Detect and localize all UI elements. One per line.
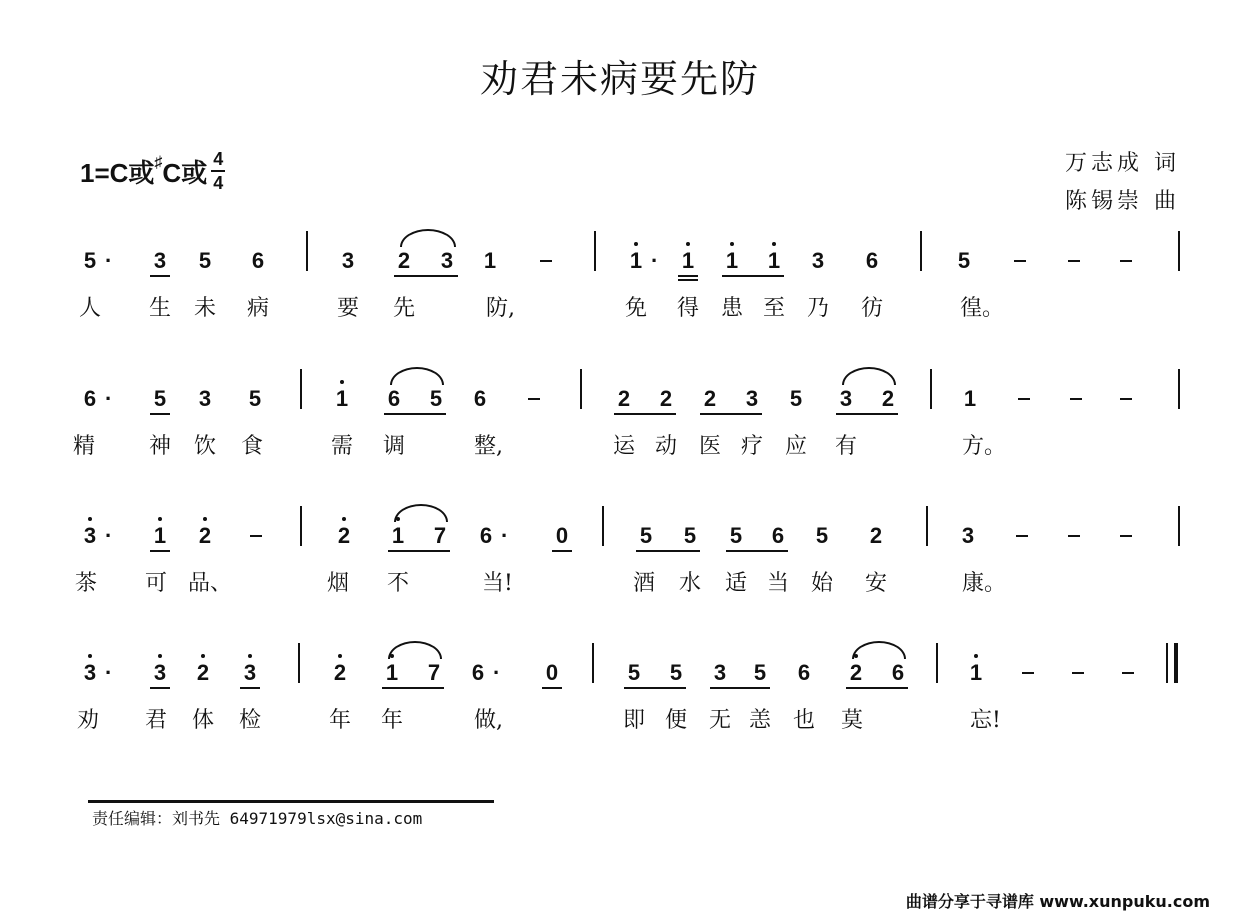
augmentation-dot: ·	[501, 523, 509, 548]
lyric-char: 当!	[482, 571, 513, 596]
octave-dot	[158, 517, 162, 521]
eighth-underline	[552, 550, 572, 552]
eighth-underline	[240, 687, 260, 689]
eighth-underline	[846, 687, 908, 689]
augmentation-dot: ·	[651, 248, 659, 273]
note: 3	[440, 248, 454, 273]
key-signature	[80, 150, 225, 192]
composer-credit: 陈锡崇 曲	[1065, 189, 1180, 214]
eighth-underline	[382, 687, 444, 689]
note: 3	[745, 386, 759, 411]
note: 2	[195, 522, 215, 550]
lyric-char: 至	[762, 296, 785, 321]
lyric-char: 也	[792, 708, 815, 733]
bar-line	[300, 506, 302, 546]
note: 6	[473, 386, 487, 411]
note: 2	[330, 659, 350, 687]
note: 5	[753, 660, 767, 685]
note: 2	[397, 248, 411, 273]
note: 6	[387, 386, 401, 411]
note: 6	[471, 660, 485, 685]
octave-dot	[203, 517, 207, 521]
time-signature-line	[211, 170, 225, 172]
lyric-char: 无	[708, 708, 731, 733]
note: 1	[678, 247, 698, 275]
eighth-underline	[150, 275, 170, 277]
lyric-char: 防,	[486, 296, 515, 321]
lyric-char: 适	[724, 571, 747, 596]
score-row-1	[0, 247, 1240, 357]
note: 5	[815, 523, 829, 548]
note: 5	[627, 660, 641, 685]
note: 3	[713, 660, 727, 685]
note: 5	[83, 248, 97, 273]
lyric-char: 水	[678, 571, 701, 596]
octave-dot	[730, 242, 734, 246]
lyric-char: 始	[810, 571, 833, 596]
note: 1	[382, 659, 402, 687]
octave-dot	[974, 654, 978, 658]
octave-dot	[772, 242, 776, 246]
note: 1	[966, 659, 986, 687]
sustain-dash	[528, 398, 540, 400]
note: 6	[83, 386, 97, 411]
sustain-dash	[1018, 398, 1030, 400]
sustain-dash	[1070, 398, 1082, 400]
octave-dot	[88, 654, 92, 658]
sharp-sign: ♯	[154, 154, 163, 171]
lyric-char: 便	[664, 708, 687, 733]
octave-dot	[634, 242, 638, 246]
lyric-char: 年	[328, 708, 351, 733]
bar-line	[592, 643, 594, 683]
note: 1	[764, 247, 784, 275]
bar-line	[920, 231, 922, 271]
note: 3	[240, 659, 260, 687]
footer-divider	[88, 800, 494, 803]
sustain-dash	[1014, 260, 1026, 262]
lyric-char: 乃	[806, 296, 829, 321]
lyric-char: 要	[336, 296, 359, 321]
eighth-underline	[700, 413, 762, 415]
eighth-underline	[722, 275, 784, 277]
octave-dot	[248, 654, 252, 658]
lyric-char: 彷	[860, 296, 883, 321]
lyric-char: 酒	[632, 571, 655, 596]
lyric-char: 康。	[962, 571, 1007, 596]
octave-dot	[88, 517, 92, 521]
slur	[394, 504, 448, 522]
note: 2	[846, 659, 866, 687]
slur	[842, 367, 896, 385]
note: 3	[150, 659, 170, 687]
note: 2	[869, 523, 883, 548]
note: 0	[545, 660, 559, 685]
time-signature	[211, 150, 225, 192]
note: 3	[80, 522, 100, 550]
eighth-underline	[614, 413, 676, 415]
lyric-char: 劝	[76, 708, 99, 733]
slur	[388, 641, 442, 659]
eighth-underline	[150, 550, 170, 552]
lyric-char: 体	[191, 708, 214, 733]
bar-line	[580, 369, 582, 409]
bar-line	[298, 643, 300, 683]
note: 1	[150, 522, 170, 550]
lyric-char: 当	[766, 571, 789, 596]
note: 3	[341, 248, 355, 273]
lyric-char: 得	[676, 296, 699, 321]
note: 7	[427, 660, 441, 685]
lyric-char: 未	[193, 296, 216, 321]
note: 2	[881, 386, 895, 411]
note: 3	[839, 386, 853, 411]
note: 2	[193, 659, 213, 687]
bar-line	[1178, 369, 1180, 409]
note: 6	[251, 248, 265, 273]
augmentation-dot: ·	[105, 386, 113, 411]
note: 2	[703, 386, 717, 411]
score-row-2	[0, 385, 1240, 495]
eighth-underline	[726, 550, 788, 552]
site-watermark: 曲谱分享于寻谱库 www.xunpuku.com	[905, 892, 1210, 911]
score-title: 劝君未病要先防	[479, 57, 760, 101]
lyric-char: 饮	[193, 434, 216, 459]
lyric-char: 医	[698, 434, 721, 459]
note: 5	[729, 523, 743, 548]
note: 5	[957, 248, 971, 273]
lyric-char: 病	[246, 296, 269, 321]
lyric-char: 可	[144, 571, 167, 596]
lyric-char: 人	[78, 296, 101, 321]
note: 1	[722, 247, 742, 275]
note: 1	[963, 386, 977, 411]
lyric-char: 先	[392, 296, 415, 321]
note: 6	[891, 660, 905, 685]
note: 0	[555, 523, 569, 548]
octave-dot	[158, 654, 162, 658]
bar-line	[300, 369, 302, 409]
score-row-3	[0, 522, 1240, 632]
lyric-char: 食	[240, 434, 263, 459]
eighth-underline	[394, 275, 458, 277]
lyric-char: 忘!	[970, 708, 1001, 733]
bar-line	[1178, 506, 1180, 546]
note: 1	[332, 385, 352, 413]
lyric-char: 动	[654, 434, 677, 459]
eighth-underline	[388, 550, 450, 552]
note: 3	[153, 248, 167, 273]
note: 5	[248, 386, 262, 411]
note: 2	[617, 386, 631, 411]
eighth-underline	[384, 413, 446, 415]
note: 5	[669, 660, 683, 685]
eighth-underline	[624, 687, 686, 689]
bar-line	[926, 506, 928, 546]
lyric-char: 生	[148, 296, 171, 321]
lyric-char: 年	[380, 708, 403, 733]
bar-line	[594, 231, 596, 271]
sustain-dash	[1120, 260, 1132, 262]
note: 5	[198, 248, 212, 273]
augmentation-dot: ·	[105, 660, 113, 685]
bar-line	[1178, 231, 1180, 271]
lyric-char: 调	[382, 434, 405, 459]
note: 1	[626, 247, 646, 275]
sustain-dash	[1072, 672, 1084, 674]
eighth-underline	[636, 550, 700, 552]
bar-line	[930, 369, 932, 409]
lyric-char: 茶	[74, 571, 97, 596]
key-suffix: C或	[162, 157, 208, 188]
lyric-char: 应	[784, 434, 807, 459]
note: 2	[659, 386, 673, 411]
note: 5	[683, 523, 697, 548]
lyric-char: 莫	[840, 708, 863, 733]
sustain-dash	[1022, 672, 1034, 674]
note: 5	[639, 523, 653, 548]
note: 7	[433, 523, 447, 548]
sustain-dash	[540, 260, 552, 262]
slur	[400, 229, 456, 247]
note: 2	[334, 522, 354, 550]
octave-dot	[338, 654, 342, 658]
lyric-char: 烟	[326, 571, 349, 596]
time-signature-bottom: 4	[213, 173, 224, 193]
lyric-char: 有	[834, 434, 857, 459]
lyric-char: 恙	[748, 708, 771, 733]
lyric-char: 方。	[962, 434, 1007, 459]
eighth-underline	[836, 413, 898, 415]
sustain-dash	[1120, 398, 1132, 400]
eighth-underline	[710, 687, 770, 689]
slur	[852, 641, 906, 659]
lyric-char: 安	[864, 571, 887, 596]
note: 1	[388, 522, 408, 550]
note: 6	[865, 248, 879, 273]
augmentation-dot: ·	[105, 523, 113, 548]
note: 1	[483, 248, 497, 273]
lyric-char: 做,	[474, 708, 503, 733]
sustain-dash	[1068, 260, 1080, 262]
eighth-underline	[150, 687, 170, 689]
final-bar-thin	[1166, 643, 1168, 683]
lyric-char: 患	[720, 296, 743, 321]
sustain-dash	[1016, 535, 1028, 537]
lyric-char: 运	[612, 434, 635, 459]
note: 5	[429, 386, 443, 411]
sixteenth-underline	[678, 279, 698, 281]
lyric-char: 需	[330, 434, 353, 459]
octave-dot	[340, 380, 344, 384]
eighth-underline	[150, 413, 170, 415]
time-signature-top: 4	[213, 149, 224, 169]
lyric-char: 疗	[740, 434, 763, 459]
octave-dot	[342, 517, 346, 521]
note: 3	[961, 523, 975, 548]
note: 5	[153, 386, 167, 411]
octave-dot	[686, 242, 690, 246]
bar-line	[602, 506, 604, 546]
slur	[390, 367, 444, 385]
key-prefix: 1=C或	[80, 157, 155, 188]
eighth-underline	[678, 275, 698, 277]
note: 3	[811, 248, 825, 273]
editor-credit: 责任编辑：刘书先 64971979lsx@sina.com	[92, 809, 423, 828]
bar-line	[306, 231, 308, 271]
final-bar-thick	[1174, 643, 1178, 683]
note: 5	[789, 386, 803, 411]
lyric-char: 整,	[474, 434, 503, 459]
note: 6	[479, 523, 493, 548]
note: 6	[771, 523, 785, 548]
augmentation-dot: ·	[493, 660, 501, 685]
note: 3	[80, 659, 100, 687]
sustain-dash	[1068, 535, 1080, 537]
score-row-4	[0, 659, 1240, 769]
lyric-char: 神	[148, 434, 171, 459]
lyric-char: 君	[144, 708, 167, 733]
note: 3	[198, 386, 212, 411]
bar-line	[936, 643, 938, 683]
lyric-char: 免	[624, 296, 647, 321]
lyric-char: 不	[386, 571, 409, 596]
lyric-char: 即	[622, 708, 645, 733]
sustain-dash	[250, 535, 262, 537]
lyric-char: 品、	[188, 571, 233, 596]
lyricist-credit: 万志成 词	[1065, 151, 1180, 176]
augmentation-dot: ·	[105, 248, 113, 273]
sustain-dash	[1122, 672, 1134, 674]
eighth-underline	[542, 687, 562, 689]
lyric-char: 检	[238, 708, 261, 733]
note: 6	[797, 660, 811, 685]
lyric-char: 徨。	[960, 296, 1005, 321]
lyric-char: 精	[72, 434, 95, 459]
octave-dot	[201, 654, 205, 658]
sustain-dash	[1120, 535, 1132, 537]
